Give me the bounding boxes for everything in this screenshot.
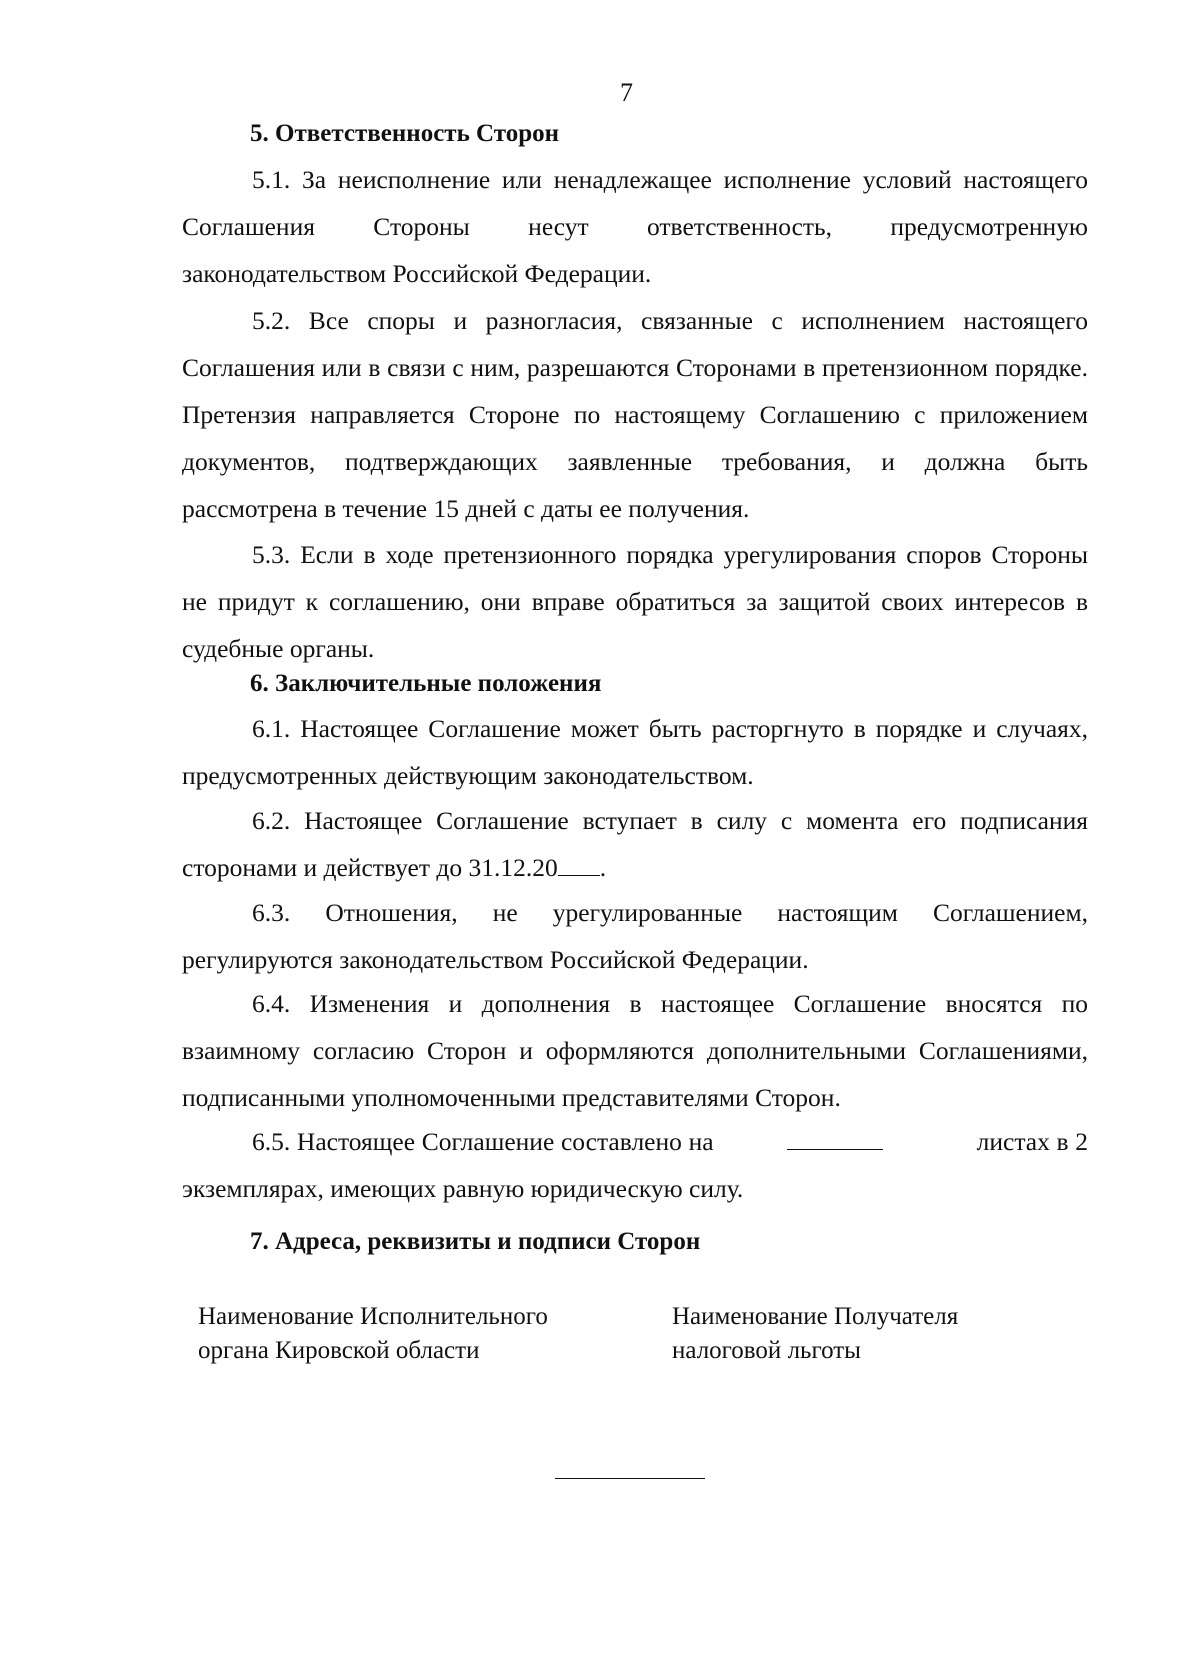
right-party-line-2: налоговой льготы <box>672 1337 861 1364</box>
clause-5-1: 5.1. За неисполнение или ненадлежащее исполнение условий настоящего Соглашения Стороны несут ответственность, предусмотренную законодательством Российской Федерации. <box>182 165 1088 288</box>
sheets-blank <box>787 1148 883 1150</box>
clause-5-3: 5.3. Если в ходе претензионного порядка урегулирования споров Стороны не придут к соглашению, они вправе обратиться за защитой своих интересов в судебные органы. <box>182 540 1088 663</box>
end-divider-line <box>555 1478 705 1479</box>
right-party-line-1: Наименование Получателя <box>672 1303 959 1330</box>
clause-6-5-word: листах <box>976 1127 1050 1156</box>
clause-6-1: 6.1. Настоящее Соглашение может быть расторгнуто в порядке и случаях, предусмотренных действующим законодательством. <box>182 714 1088 790</box>
section-6-heading: 6. Заключительные положения <box>250 670 602 697</box>
clause-6-5-tail: в 2 экземплярах, имеющих равную юридическую силу. <box>182 1127 1089 1203</box>
clause-6-5-text: 6.5. Настоящее Соглашение составлено на <box>252 1127 714 1156</box>
page-number: 7 <box>620 78 633 107</box>
clause-6-2-text: 6.2. Настоящее Соглашение вступает в силу с момента его подписания сторонами и действует до 31.12.20 <box>182 806 1088 882</box>
clause-6-5 <box>182 1118 1088 1212</box>
clause-6-3: 6.3. Отношения, не урегулированные настоящим Соглашением, регулируются законодательством Российской Федерации. <box>182 898 1088 974</box>
left-party-line-2: органа Кировской области <box>198 1337 480 1364</box>
clause-6-2-end: . <box>599 853 607 882</box>
right-party-block <box>672 1300 958 1368</box>
left-party-line-1: Наименование Исполнительного <box>198 1303 548 1330</box>
clause-6-2 <box>182 797 1088 891</box>
section-7-heading: 7. Адреса, реквизиты и подписи Сторон <box>250 1228 701 1255</box>
left-party-block <box>198 1300 548 1368</box>
clause-6-4: 6.4. Изменения и дополнения в настоящее Соглашение вносятся по взаимному согласию Сторон и оформляются дополнительными Соглашениями, подписанными уполномоченными представителями Сторон. <box>182 989 1088 1112</box>
year-blank <box>558 874 600 876</box>
section-5-heading: 5. Ответственность Сторон <box>250 120 560 147</box>
clause-5-2: 5.2. Все споры и разногласия, связанные с исполнением настоящего Соглашения или в связи с ним, разрешаются Сторонами в претензионном порядке. Претензия направляется Стороне по настоящему Соглашению с приложением документов, подтверждающих заявленные требования, и должна быть рассмотрена в течение 15 дней с даты ее получения. <box>182 306 1088 523</box>
